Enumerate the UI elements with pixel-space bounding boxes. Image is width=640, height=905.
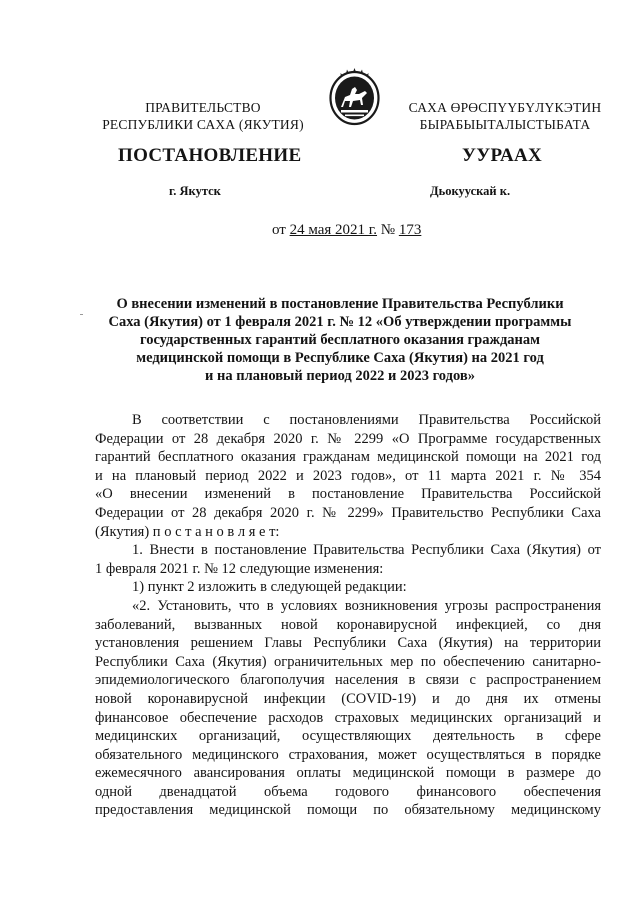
- title-line: государственных гарантий бесплатного оказания гражданам: [139, 332, 541, 348]
- right-org-name: [385, 99, 625, 133]
- left-org-line-1: ПРАВИТЕЛЬСТВО: [145, 100, 261, 115]
- number-sign: №: [380, 222, 396, 238]
- title-line: и на плановый период 2022 и 2023 годов»: [205, 368, 475, 384]
- document-title: [95, 295, 585, 385]
- doc-type-russian: ПОСТАНОВЛЕНИЕ: [118, 145, 302, 166]
- city-russian: г. Якутск: [169, 184, 221, 198]
- body-line: предоставления медицинской помощи по обязательному медицинскому: [95, 802, 601, 819]
- body-line: заболеваний, вызванных новой коронавирусной инфекцией, со дня: [95, 616, 601, 633]
- title-line: медицинской помощи в Республике Саха (Якутия) на 2021 год: [136, 350, 544, 366]
- body-line: одной двенадцатой объема годового финансового обеспечения: [95, 783, 601, 800]
- body-line: 1) пункт 2 изложить в следующей редакции:: [132, 579, 407, 596]
- body-line: Федерации от 28 декабря 2020 г. № 2299 «О Программе государственных: [95, 430, 601, 447]
- date-number-line: [272, 222, 421, 239]
- body-line: новой коронавирусной инфекции (COVID-19) и до дня их отмены: [95, 690, 601, 707]
- republic-emblem-icon: [327, 67, 382, 127]
- document-body: [95, 411, 601, 820]
- document-number: 173: [398, 222, 422, 238]
- body-line: «О внесении изменений в постановление Правительства Российской: [95, 486, 601, 503]
- date-prefix: от: [272, 222, 286, 238]
- body-line: 1. Внести в постановление Правительства Республики Саха (Якутия) от: [132, 542, 601, 559]
- right-org-line-1: САХА ӨРӨСПҮҮБҮЛҮКЭТИН: [408, 100, 602, 115]
- body-line: медицинских организаций, осуществляющих деятельность в сфере: [95, 728, 601, 745]
- city-yakut: Дьокуускай к.: [430, 184, 511, 198]
- body-line: Федерации от 28 декабря 2020 г. № 2299» Правительство Республики Саха: [95, 504, 601, 521]
- body-line: гарантий бесплатного оказания гражданам медицинской помощи на 2021 год: [95, 449, 601, 466]
- body-line: 1 февраля 2021 г. № 12 следующие изменения:: [95, 560, 384, 577]
- left-org-line-2: РЕСПУБЛИКИ САХА (ЯКУТИЯ): [102, 117, 304, 132]
- body-line: и на плановый период 2022 и 2023 годов», от 11 марта 2021 г. № 354: [95, 467, 601, 484]
- body-line: ежемесячного авансирования оплаты медицинской помощи в размере до: [95, 765, 601, 782]
- right-org-line-2: БЫРАБЫЫТАЛЫСТЫБАТА: [419, 117, 591, 132]
- doc-type-yakut: УУРААХ: [462, 145, 543, 166]
- body-line: Республики Саха (Якутия) ограничительных мер по обеспечению санитарно-: [95, 653, 601, 670]
- body-line: финансовое обеспечение расходов страховых медицинских организаций и: [95, 709, 601, 726]
- body-line: эпидемиологического благополучия населения в связи с распространением: [95, 672, 601, 689]
- body-line: «2. Установить, что в условиях возникновения угрозы распространения: [132, 597, 601, 614]
- left-org-name: [98, 99, 308, 133]
- body-line: (Якутия) п о с т а н о в л я е т:: [95, 523, 280, 540]
- body-line: обязательного медицинского страхования, может осуществляться в порядке: [95, 746, 601, 763]
- title-line: О внесении изменений в постановление Правительства Республики: [116, 296, 564, 312]
- body-line: установления решением Главы Республики Саха (Якутия) на территории: [95, 635, 601, 652]
- title-line: Саха (Якутия) от 1 февраля 2021 г. № 12 «Об утверждении программы: [108, 314, 572, 330]
- document-date: 24 мая 2021 г.: [289, 222, 378, 238]
- margin-mark: [80, 314, 83, 315]
- body-line: В соответствии с постановлениями Правительства Российской: [132, 412, 601, 428]
